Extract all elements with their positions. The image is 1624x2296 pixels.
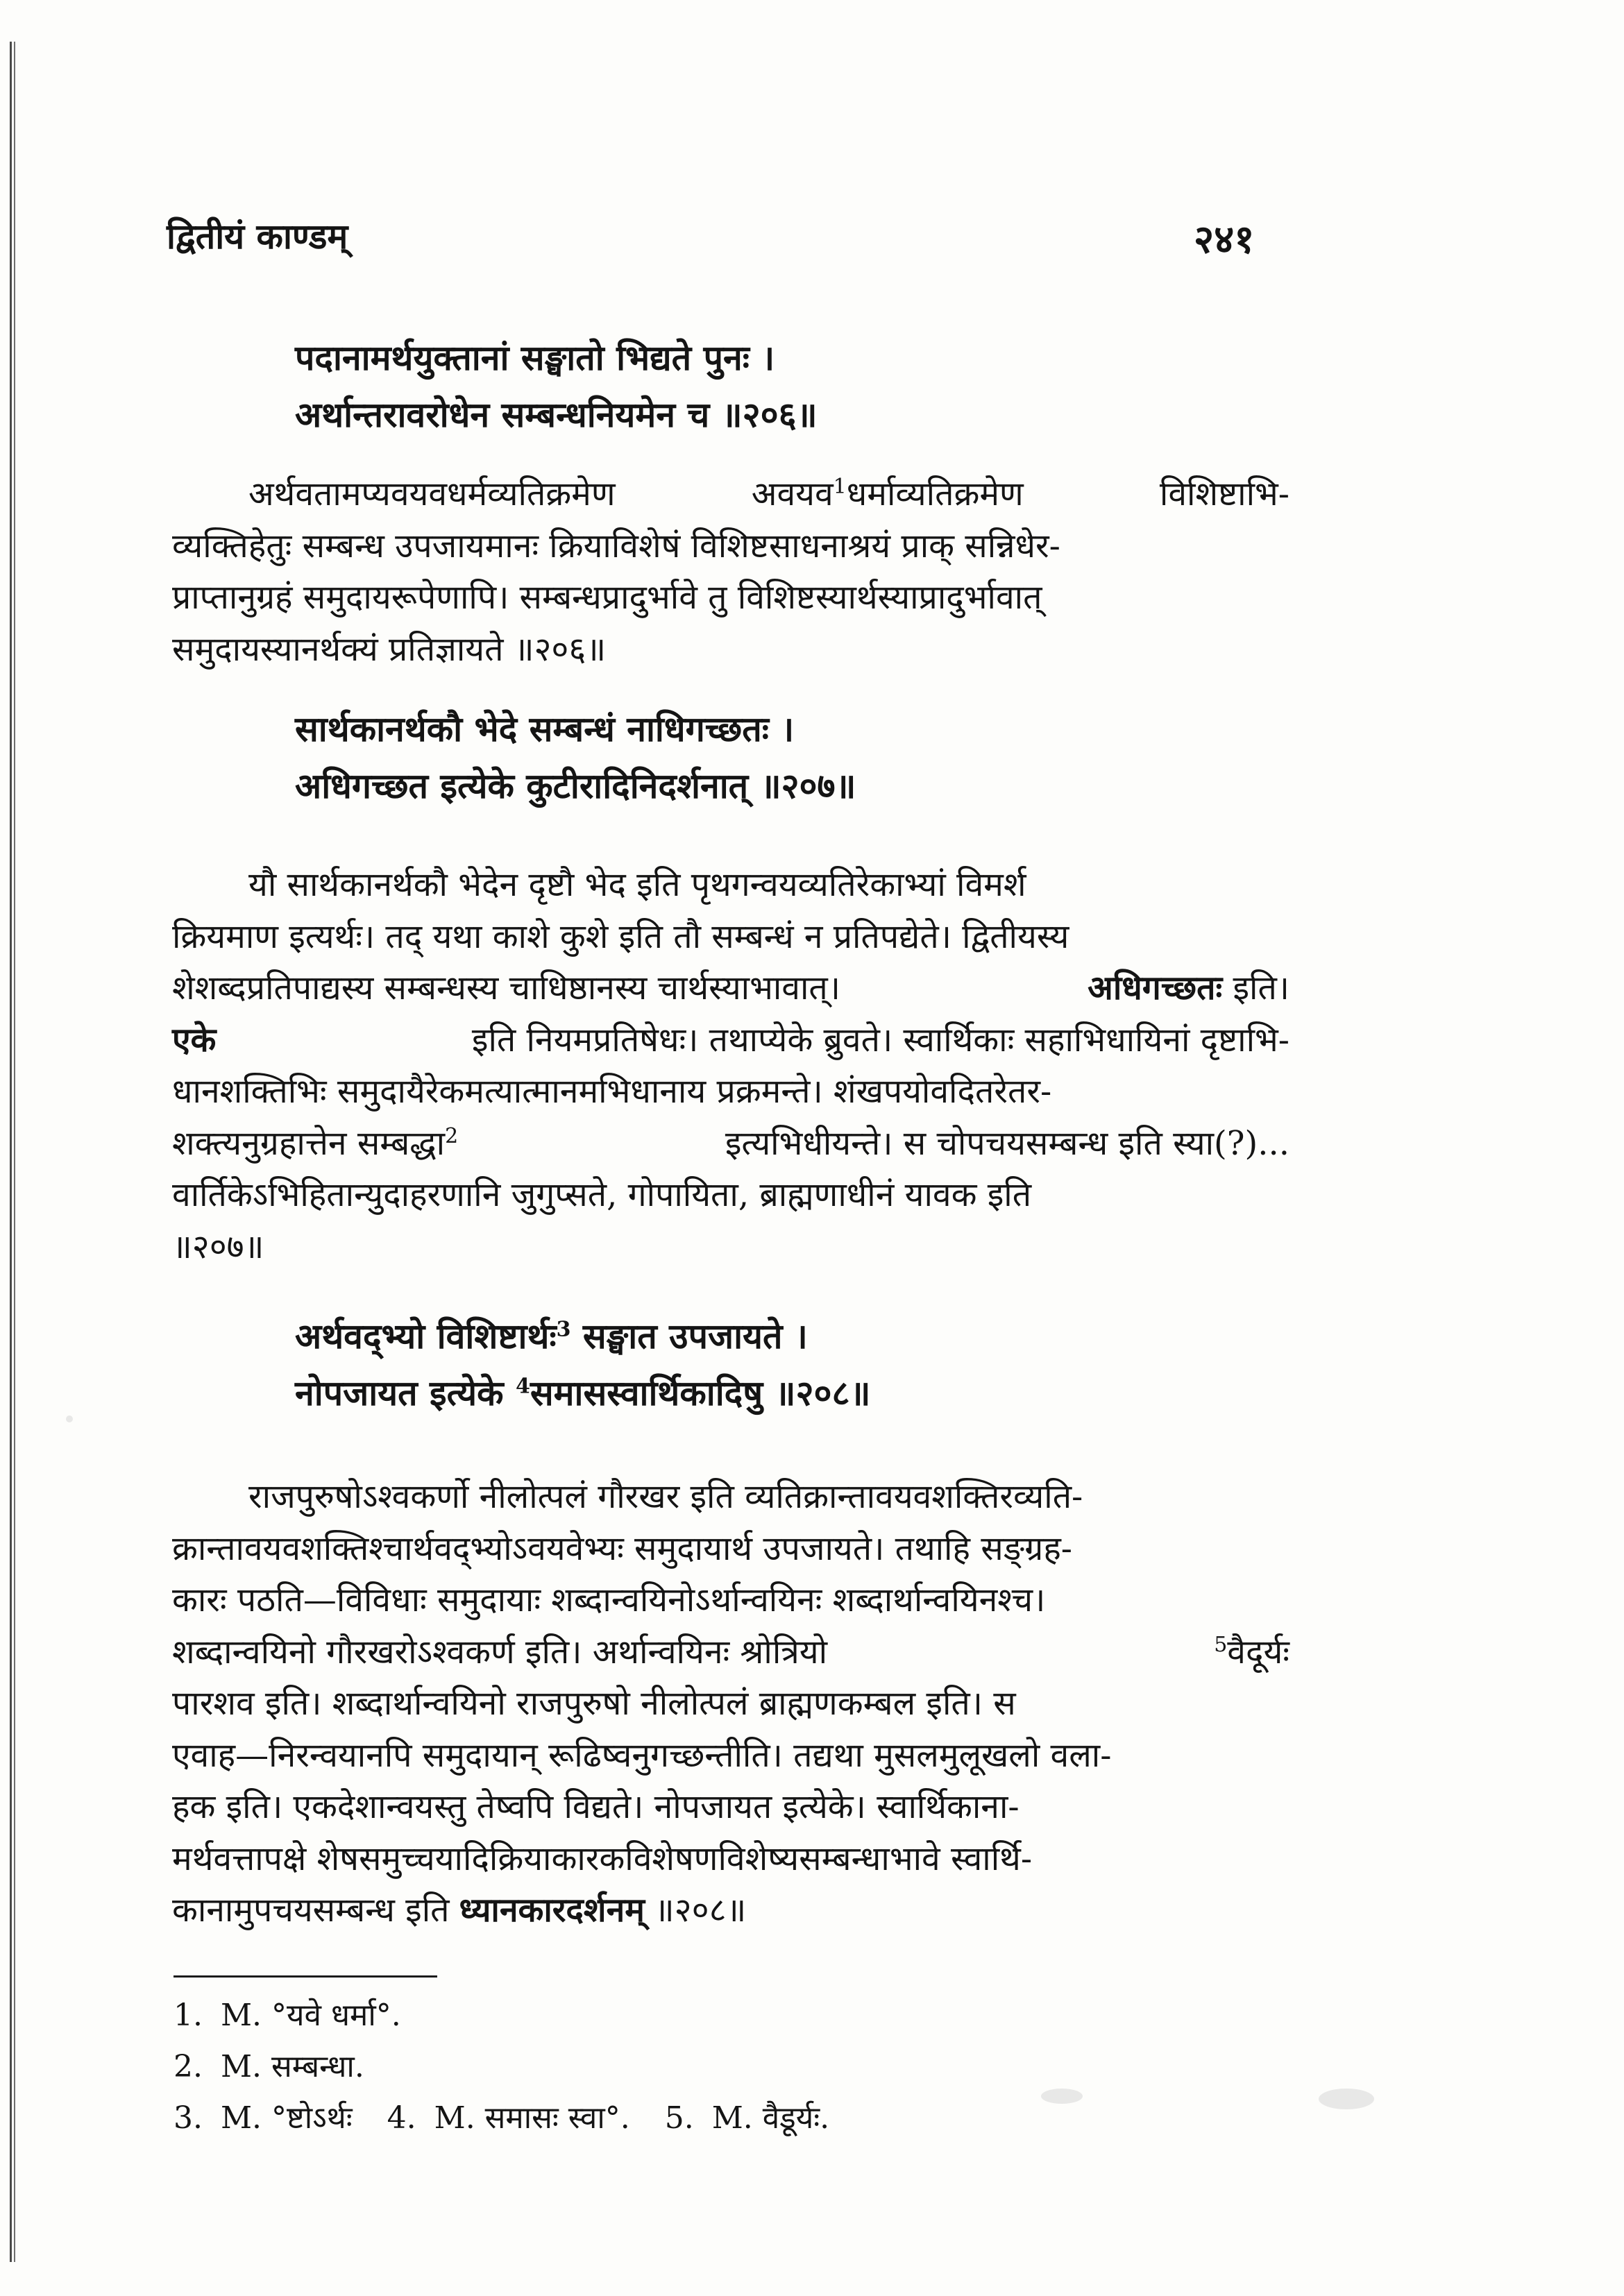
text-line: एवाह—निरन्वयानपि समुदायान् रूढिष्वनुगच्छन्तीति। तद्यथा मुसलमुलूखलो वला-: [172, 1735, 1112, 1775]
text-line: कानामुपचयसम्बन्ध इति ध्यानकारदर्शनम् ॥२०८॥: [172, 1885, 1289, 1937]
footnote-marker: 3: [556, 1317, 571, 1342]
bold-term: अधिगच्छतः: [1088, 969, 1223, 1007]
footnote: 2. M. सम्बन्धा.: [174, 2049, 364, 2084]
verse-line: पदानामर्थयुक्तानां सङ्घातो भिद्यते पुनः ।: [295, 337, 775, 378]
scan-smudge: [66, 1415, 73, 1422]
footnote-marker: 2: [445, 1123, 459, 1148]
text-line: ॥२०७॥: [172, 1227, 264, 1266]
commentary-208: [172, 1471, 1289, 1937]
text-line: पारशव इति। शब्दार्थान्वयिनो राजपुरुषो नीलोत्पलं ब्राह्मणकम्बल इति। स: [172, 1684, 1016, 1723]
verse-line: अधिगच्छत इत्येके कुटीरादिनिदर्शनात् ॥२०७॥: [295, 765, 856, 806]
text-line: एके इति नियमप्रतिषेधः। तथाप्येके ब्रुवते। स्वार्थिकाः सहाभिधायिनां दृष्टाभि-: [172, 1014, 1289, 1066]
verse-line: नोपजायत इत्येके $^4$समासस्वार्थिकादिषु ॥२०८॥: [295, 1372, 871, 1413]
text-line: व्यक्तिहेतुः सम्बन्ध उपजायमानः क्रियाविशेषं विशिष्टसाधनाश्रयं प्राक् सन्निधेर-: [172, 526, 1060, 566]
binding-edge-shadow: [10, 42, 17, 2262]
verse-line: अर्थान्तरावरोधेन सम्बन्धनियमेन च ॥२०६॥: [295, 394, 818, 435]
verse-208: [295, 1308, 870, 1422]
commentary-206: [172, 468, 1289, 675]
bold-term: ध्यानकारदर्शनम्: [459, 1891, 645, 1930]
bold-term: एके: [172, 1020, 217, 1060]
text-line: यौ सार्थकानर्थकौ भेदेन दृष्टौ भेद इति पृथगन्वयव्यतिरेकाभ्यां विमर्श: [248, 865, 1026, 904]
footnote-marker: 5: [1214, 1632, 1228, 1657]
commentary-207: [172, 859, 1289, 1273]
footnotes: [174, 1990, 854, 2144]
scan-smudge: [1041, 2089, 1083, 2104]
verse-line: सार्थकानर्थकौ भेदे सम्बन्धं नाधिगच्छतः ।: [295, 708, 795, 749]
scan-smudge: [1319, 2089, 1374, 2109]
running-head: द्वितीयं काण्डम्: [167, 216, 348, 257]
text-line: क्रान्तावयवशक्तिश्चार्थवद्भ्योऽवयवेभ्यः समुदायार्थ उपजायते। तथाहि सङ्ग्रह-: [172, 1529, 1073, 1568]
footnote-rule: [174, 1975, 437, 1978]
page-number: २४१: [1194, 216, 1255, 262]
verse-207: [295, 701, 856, 815]
footnote: 3. M. °ष्टोऽर्थः 4. M. समासः स्वा°. 5. M. वैडूर्यः.: [174, 2100, 830, 2136]
verse-line: अर्थवद्भ्यो विशिष्टार्थः$^3$ सङ्घात उपजायते ।: [295, 1316, 808, 1357]
text-line: हक इति। एकदेशान्वयस्तु तेष्वपि विद्यते। नोपजायत इत्येके। स्वार्थिकाना-: [172, 1787, 1020, 1826]
text-line: कारः पठति—विविधाः समुदायाः शब्दान्वयिनोऽर्थान्वयिनः शब्दार्थान्वयिनश्च।: [172, 1581, 1046, 1619]
text-line: राजपुरुषोऽश्वकर्णो नीलोत्पलं गौरखर इति व्यतिक्रान्तावयवशक्तिरव्यति-: [248, 1477, 1083, 1516]
text-line: मर्थवत्तापक्षे शेषसमुच्चयादिक्रियाकारकविशेषणविशेष्यसम्बन्धाभावे स्वार्थि-: [172, 1839, 1033, 1878]
text-line: धानशक्तिभिः समुदायैरेकमत्यात्मानमभिधानाय प्रक्रमन्ते। शंखपयोवदितरेतर-: [172, 1072, 1052, 1111]
text-line: शब्दान्वयिनो गौरखरोऽश्वकर्ण इति। अर्थान्वयिनः श्रोत्रियो $^5$वैदूर्यः: [172, 1632, 1289, 1672]
footnote-marker: 1: [833, 475, 847, 499]
text-line: शक्त्यनुग्रहात्तेन सम्बद्धा$^2$ इत्यभिधीयन्ते। स चोपचयसम्बन्ध इति स्या(?)...: [172, 1123, 1289, 1163]
text-line: प्राप्तानुग्रहं समुदायरूपेणापि। सम्बन्धप्रादुर्भावे तु विशिष्टस्यार्थस्याप्रादुर्भावात्: [172, 578, 1042, 617]
text-line: शेशब्दप्रतिपाद्यस्य सम्बन्धस्य चाधिष्ठानस्य चार्थस्याभावात्। अधिगच्छतः इति।: [172, 969, 1289, 1007]
text-line: अर्थवतामप्यवयवधर्मव्यतिक्रमेण अवयव$^1$धर्माव्यतिक्रमेण विशिष्टाभि-: [248, 475, 1289, 513]
text-line: समुदायस्यानर्थक्यं प्रतिज्ञायते ॥२०६॥: [172, 629, 607, 669]
verse-206: [295, 330, 818, 443]
text-line: क्रियमाण इत्यर्थः। तद् यथा काशे कुशे इति तौ सम्बन्धं न प्रतिपद्येते। द्वितीयस्य: [172, 917, 1069, 956]
footnote-marker: 4: [515, 1374, 530, 1399]
footnote: 1. M. °यवे धर्मा°.: [174, 1998, 401, 2033]
text-line: वार्तिकेऽभिहितान्युदाहरणानि जुगुप्सते, गोपायिता, ब्राह्मणाधीनं यावक इति: [172, 1175, 1032, 1214]
